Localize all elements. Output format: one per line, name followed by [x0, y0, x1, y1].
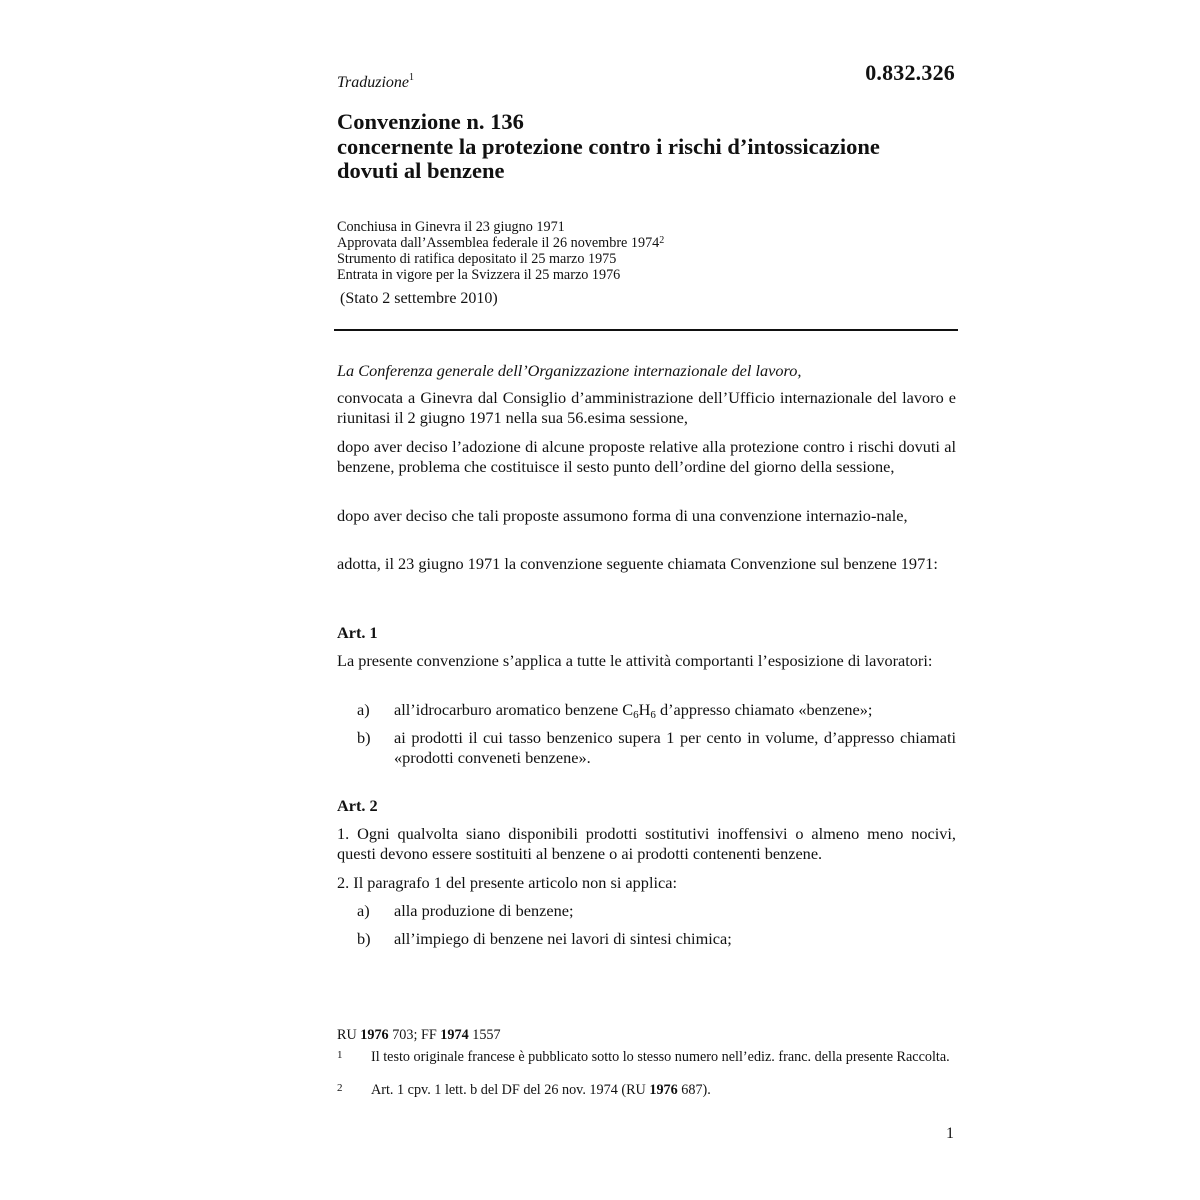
sr-number: 0.832.326 [865, 60, 955, 85]
list-item-label: b) [357, 728, 371, 747]
title-line-1: Convenzione n. 136 [337, 109, 524, 134]
preamble-paragraph: dopo aver deciso che tali proposte assumono forma di una convenzione internazio-nale, [337, 506, 908, 525]
page-number: 1 [946, 1125, 954, 1142]
subscript: 6 [650, 709, 656, 721]
article-2-paragraph-1: 1. Ogni qualvolta siano disponibili prodotti sostitutivi inoffensivi o almeno meno nocivi, questi devono essere sostituiti al benzene o ai prodotti contenenti benzene. [337, 824, 956, 863]
ratification-date: Strumento di ratifica depositato il 25 marzo 1975 [337, 251, 617, 267]
document-metadata [337, 219, 664, 283]
document-title [337, 110, 977, 184]
preamble-paragraph: adotta, il 23 giugno 1971 la convenzione seguente chiamata Convenzione sul benzene 1971: [337, 554, 938, 573]
list-item [357, 700, 956, 722]
translation-label [337, 74, 414, 92]
list-item-label: a) [357, 700, 370, 719]
in-force-date: Entrata in vigore per la Svizzera il 25 marzo 1976 [337, 267, 621, 283]
concluded-date: Conchiusa in Ginevra il 23 giugno 1971 [337, 219, 565, 235]
footnote-year: 1976 [649, 1082, 678, 1098]
article-2-paragraph-2: 2. Il paragrafo 1 del presente articolo non si applica: [337, 873, 677, 892]
item-text-part: H [638, 700, 651, 719]
list-item-label: b) [357, 929, 371, 948]
footnote-number: 1 [337, 1049, 343, 1061]
item-text-part: d’appresso chiamato «benzene»; [655, 700, 873, 719]
footnote-text [371, 1082, 956, 1098]
official-compilation-reference [337, 1027, 501, 1044]
ru-page: 703; FF [392, 1027, 437, 1043]
preamble-heading: La Conferenza generale dell’Organizzazione internazionale del lavoro, [337, 361, 802, 380]
list-item [357, 901, 956, 921]
header-divider [334, 329, 958, 331]
translation-text: Traduzione [337, 74, 410, 91]
list-item-label: a) [357, 901, 370, 920]
title-line-3: dovuti al benzene [337, 158, 505, 183]
status-date: (Stato 2 settembre 2010) [340, 290, 498, 307]
ru-label: RU [337, 1027, 357, 1043]
item-text-part: all’idrocarburo aromatico benzene C [394, 700, 634, 719]
footnote-text-part: Art. 1 cpv. 1 lett. b del DF del 26 nov. 1974 (RU [371, 1082, 646, 1098]
title-line-2: concernente la protezione contro i rischi d’intossicazione [337, 133, 880, 159]
footnote-1 [337, 1049, 956, 1065]
list-item-text: all’impiego di benzene nei lavori di sintesi chimica; [394, 929, 732, 948]
footnote-ref-1[interactable]: 1 [409, 72, 415, 83]
ff-year: 1974 [440, 1027, 469, 1043]
article-2-heading: Art. 2 [337, 796, 378, 815]
article-1-heading: Art. 1 [337, 623, 378, 642]
preamble-paragraph: convocata a Ginevra dal Consiglio d’amministrazione dell’Ufficio internazionale del lavoro e riunitasi il 2 giugno 1971 nella sua 56.esima sessione, [337, 388, 956, 427]
approved-text: Approvata dall’Assemblea federale il 26 novembre 1974 [337, 235, 660, 251]
preamble-paragraph: dopo aver deciso l’adozione di alcune proposte relative alla protezione contro i rischi dovuti al benzene, problema che costituisce il sesto punto dell’ordine del giorno della sessione, [337, 437, 956, 476]
footnote-text-part: 687). [681, 1082, 711, 1098]
subscript: 6 [633, 709, 639, 721]
ff-page: 1557 [472, 1027, 501, 1043]
list-item [357, 728, 956, 768]
document-page [337, 0, 956, 1200]
footnote-ref-2[interactable]: 2 [659, 235, 665, 246]
article-1-intro: La presente convenzione s’applica a tutte le attività comportanti l’esposizione di lavoratori: [337, 651, 933, 670]
footnote-number: 2 [337, 1082, 343, 1094]
footnote-text: Il testo originale francese è pubblicato sotto lo stesso numero nell’ediz. franc. della presente Raccolta. [371, 1049, 950, 1065]
footnote-2 [337, 1082, 956, 1098]
approved-date [337, 235, 664, 251]
ru-year: 1976 [360, 1027, 389, 1043]
list-item-text: alla produzione di benzene; [394, 901, 574, 920]
list-item [357, 929, 956, 949]
list-item-text: ai prodotti il cui tasso benzenico supera 1 per cento in volume, d’appresso chiamati «prodotti conveneti benzene». [394, 728, 956, 767]
list-item-text [394, 700, 956, 722]
